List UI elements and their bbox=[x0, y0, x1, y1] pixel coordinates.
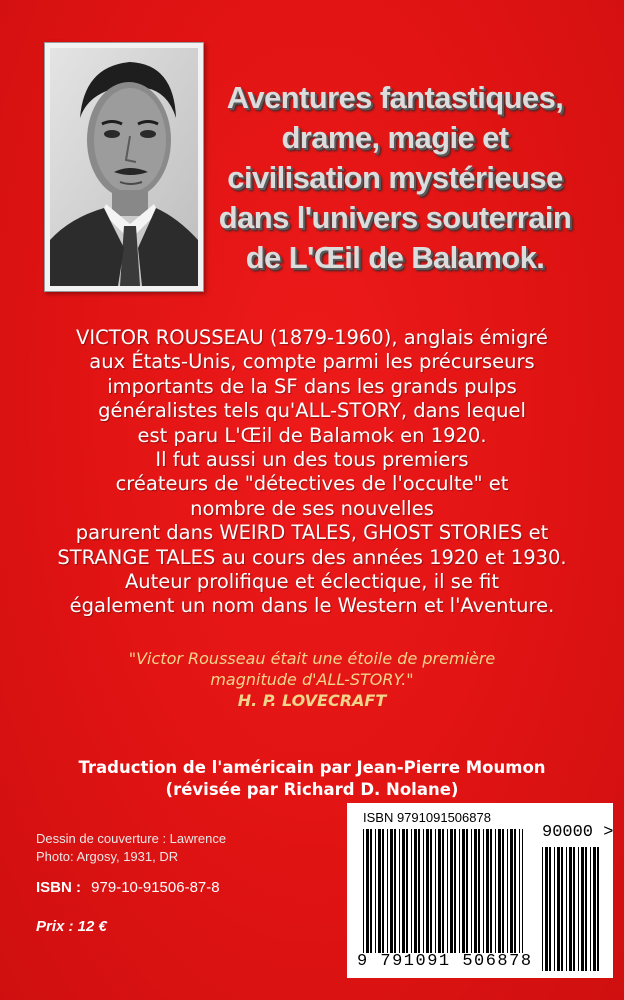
barcode-bar bbox=[490, 829, 492, 953]
cover-art-credit: Dessin de couverture : Lawrence bbox=[36, 831, 227, 846]
barcode-bar bbox=[366, 829, 369, 953]
barcode-bar bbox=[542, 847, 543, 971]
bio-line: Auteur prolifique et éclectique, il se fit bbox=[124, 570, 500, 594]
bio-line: aux États-Unis, compte parmi les précurseurs bbox=[89, 350, 535, 374]
barcode-isbn-text: ISBN 9791091506878 bbox=[363, 810, 491, 825]
barcode-bar bbox=[522, 829, 523, 953]
bio-line: VICTOR ROUSSEAU (1879-1960), anglais émigré bbox=[76, 326, 548, 349]
barcode-bar bbox=[378, 829, 381, 953]
barcode-bar bbox=[585, 847, 587, 971]
barcode-bar bbox=[549, 847, 551, 971]
barcode-bar bbox=[406, 829, 408, 953]
barcode-bar bbox=[375, 829, 376, 953]
barcode-bar bbox=[486, 829, 489, 953]
barcode-bar bbox=[411, 829, 412, 953]
bio-line: créateurs de "détectives de l'occulte" et bbox=[115, 472, 509, 496]
barcode bbox=[347, 803, 613, 978]
tagline-line: civilisation mystérieuse bbox=[227, 160, 563, 195]
bio-line: parurent dans WEIRD TALES, GHOST STORIES et bbox=[75, 521, 549, 545]
barcode-bar bbox=[462, 829, 465, 953]
barcode-bar bbox=[478, 829, 480, 953]
isbn-value: 979-10-91506-87-8 bbox=[91, 879, 220, 896]
barcode-bar bbox=[447, 829, 448, 953]
barcode-bar bbox=[545, 847, 548, 971]
barcode-digits: 9 791091 506878 bbox=[357, 952, 533, 971]
barcode-bar bbox=[450, 829, 453, 953]
translation-line: (révisée par Richard D. Nolane) bbox=[165, 780, 459, 799]
barcode-bar bbox=[519, 829, 520, 953]
barcode-bar bbox=[581, 847, 584, 971]
tagline-line: de L'Œil de Balamok. bbox=[245, 240, 545, 275]
barcode-bar bbox=[438, 829, 441, 953]
bio-line: est paru L'Œil de Balamok en 1920. bbox=[137, 423, 487, 447]
barcode-bar bbox=[597, 847, 599, 971]
bio-line: importants de la SF dans les grands pulps bbox=[107, 374, 517, 398]
barcode-bar bbox=[471, 829, 472, 953]
barcode-bar bbox=[502, 829, 504, 953]
barcode-addon: 90000 > bbox=[542, 823, 614, 842]
barcode-bar bbox=[474, 829, 477, 953]
author-portrait bbox=[44, 42, 204, 292]
bio-line: Il fut aussi un des tous premiers bbox=[155, 448, 469, 472]
barcode-bar bbox=[363, 829, 364, 953]
tagline-line: drame, magie et bbox=[281, 120, 509, 155]
barcode-bar bbox=[399, 829, 400, 953]
quote-author: H. P. LOVECRAFT bbox=[237, 691, 387, 710]
barcode-bar bbox=[466, 829, 468, 953]
barcode-bar bbox=[442, 829, 444, 953]
barcode-bar bbox=[566, 847, 567, 971]
barcode-bar bbox=[569, 847, 572, 971]
barcode-bar bbox=[554, 847, 555, 971]
price: Prix : 12 € bbox=[36, 918, 107, 935]
barcode-bar bbox=[507, 829, 508, 953]
barcode-bar bbox=[557, 847, 560, 971]
bio-line: généralistes tels qu'ALL-STORY, dans lequel bbox=[98, 399, 526, 423]
barcode-bar bbox=[495, 829, 496, 953]
barcode-bar bbox=[394, 829, 396, 953]
barcode-bar bbox=[573, 847, 575, 971]
barcode-bar bbox=[593, 847, 596, 971]
barcode-bar bbox=[418, 829, 420, 953]
barcode-bar bbox=[430, 829, 432, 953]
lovecraft-quote bbox=[20, 648, 604, 711]
barcode-bar bbox=[370, 829, 372, 953]
isbn-line bbox=[36, 879, 220, 896]
isbn-label: ISBN : bbox=[36, 879, 81, 896]
barcode-bar bbox=[514, 829, 516, 953]
portrait-photo-icon bbox=[50, 48, 198, 286]
bio-line: STRANGE TALES au cours des années 1920 et 1930. bbox=[57, 545, 567, 569]
photo-credit: Photo: Argosy, 1931, DR bbox=[36, 849, 179, 864]
barcode-bar bbox=[590, 847, 591, 971]
quote-line: "Victor Rousseau était une étoile de première bbox=[128, 649, 496, 668]
tagline-line: Aventures fantastiques, bbox=[226, 80, 564, 115]
translation-line: Traduction de l'américain par Jean-Pierre Moumon bbox=[78, 758, 546, 777]
barcode-bar bbox=[454, 829, 456, 953]
barcode-bar bbox=[387, 829, 388, 953]
bio-line: également un nom dans le Western et l'Aventure. bbox=[69, 594, 555, 618]
barcode-bar bbox=[498, 829, 501, 953]
barcode-bar bbox=[435, 829, 436, 953]
barcode-bar bbox=[578, 847, 579, 971]
barcode-bar bbox=[390, 829, 393, 953]
tagline bbox=[215, 78, 575, 278]
barcode-bar bbox=[561, 847, 563, 971]
quote-line: magnitude d'ALL-STORY." bbox=[210, 670, 414, 689]
barcode-bar bbox=[483, 829, 484, 953]
tagline-line: dans l'univers souterrain bbox=[218, 200, 572, 235]
image-credits bbox=[36, 830, 336, 866]
barcode-bar bbox=[402, 829, 405, 953]
barcode-bar bbox=[459, 829, 460, 953]
barcode-bar bbox=[426, 829, 429, 953]
bio-line: nombre de ses nouvelles bbox=[190, 496, 434, 520]
barcode-bar bbox=[414, 829, 417, 953]
barcode-bar bbox=[382, 829, 384, 953]
barcode-bar bbox=[423, 829, 424, 953]
author-biography bbox=[20, 326, 604, 619]
translation-credit bbox=[20, 757, 604, 801]
barcode-bar bbox=[510, 829, 513, 953]
